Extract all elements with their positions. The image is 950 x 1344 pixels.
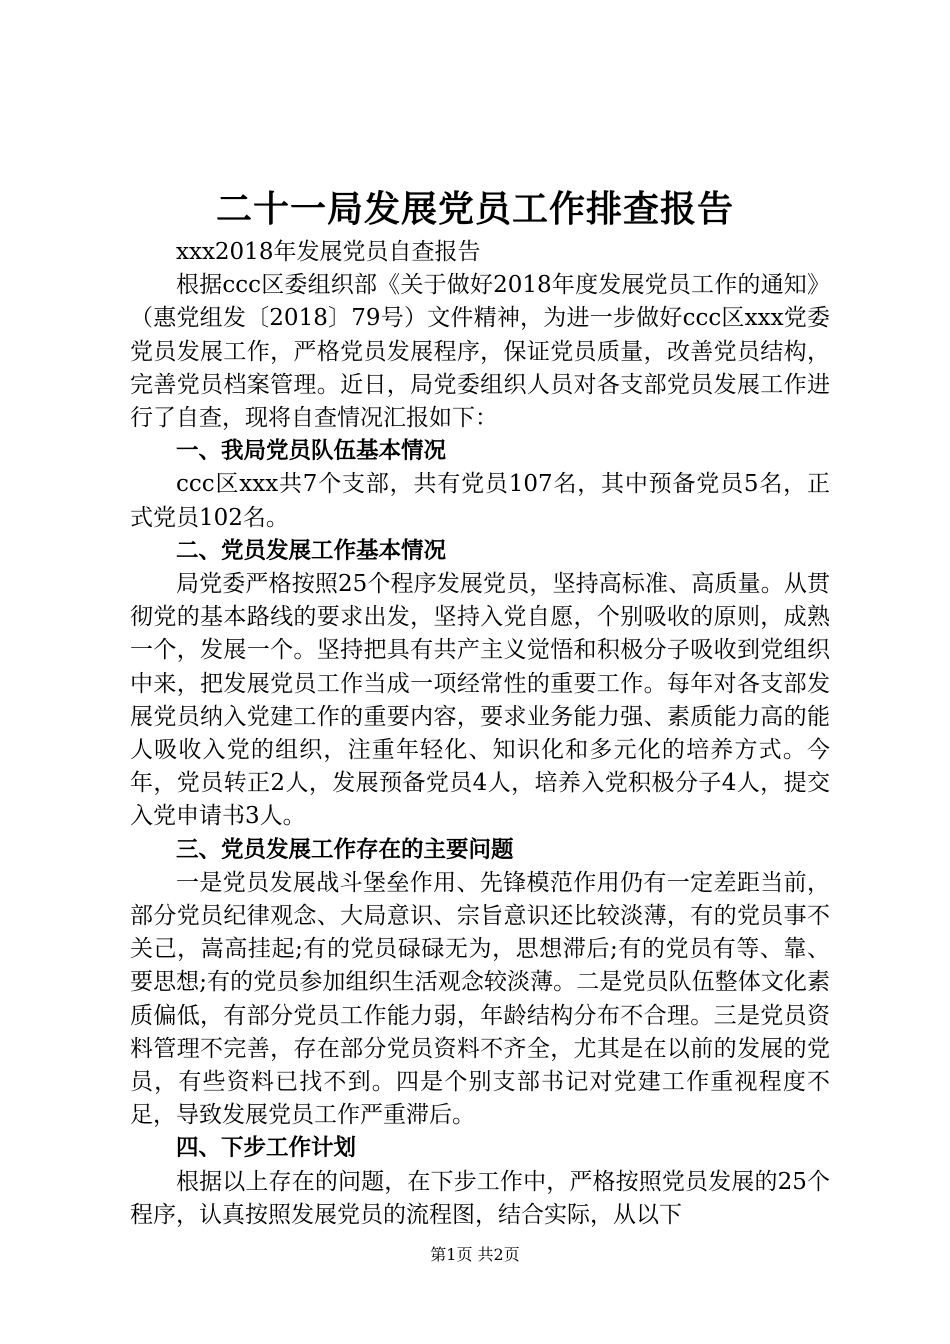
section-2-paragraph: 局党委严格按照25个程序发展党员，坚持高标准、高质量。从贯彻党的基本路线的要求出发，坚持入党自愿，个别吸收的原则，成熟一个，发展一个。坚持把具有共产主义觉悟和积极分子吸收到党组织中来，把发展党员工作当成一项经常性的重要工作。每年对各支部发展党员纳入党建工作的重要内容，要求业务能力强、素质能力高的能人吸收入党的组织，注重年轻化、知识化和多元化的培养方式。今年，党员转正2人，发展预备党员4人，培养入党积极分子4人，提交入党申请书3人。 <box>130 571 830 830</box>
report-subtitle: xxx2018年发展党员自查报告 <box>176 239 481 265</box>
section-heading-1: 一、我局党员队伍基本情况 <box>176 438 447 465</box>
page-footer: 第1页 共2页 <box>430 1245 520 1264</box>
section-1-paragraph: ccc区xxx共7个支部，共有党员107名，其中预备党员5名，正式党员102名。 <box>130 471 830 531</box>
section-3-paragraph: 一是党员发展战斗堡垒作用、先锋模范作用仍有一定差距当前，部分党员纪律观念、大局意识、宗旨意识还比较淡薄，有的党员事不关己，嵩高挂起;有的党员碌碌无为，思想滞后;有的党员有等、靠、要思想;有的党员参加组织生活观念较淡薄。二是党员队伍整体文化素质偏低，有部分党员工作能力弱，年龄结构分布不合理。三是党员资料管理不完善，存在部分党员资料不齐全，尤其是在以前的发展的党员，有些资料已找不到。四是个别支部书记对党建工作重视程度不足，导致发展党员工作严重滞后。 <box>130 869 830 1129</box>
section-heading-4: 四、下步工作计划 <box>176 1135 357 1162</box>
section-heading-3: 三、党员发展工作存在的主要问题 <box>176 836 514 863</box>
section-heading-2: 二、党员发展工作基本情况 <box>176 537 447 564</box>
section-4-paragraph: 根据以上存在的问题，在下步工作中，严格按照党员发展的25个程序，认真按照发展党员的流程图，结合实际，从以下 <box>130 1168 830 1228</box>
document-title: 二十一局发展党员工作排查报告 <box>215 188 734 230</box>
intro-paragraph: 根据ccc区委组织部《关于做好2018年度发展党员工作的通知》（惠党组发〔2018〕79号）文件精神，为进一步做好ccc区xxx党委党员发展工作，严格党员发展程序，保证党员质量，改善党员结构，完善党员档案管理。近日，局党委组织人员对各支部党员发展工作进行了自查，现将自查情况汇报如下： <box>130 272 830 432</box>
document-body <box>130 236 830 1232</box>
